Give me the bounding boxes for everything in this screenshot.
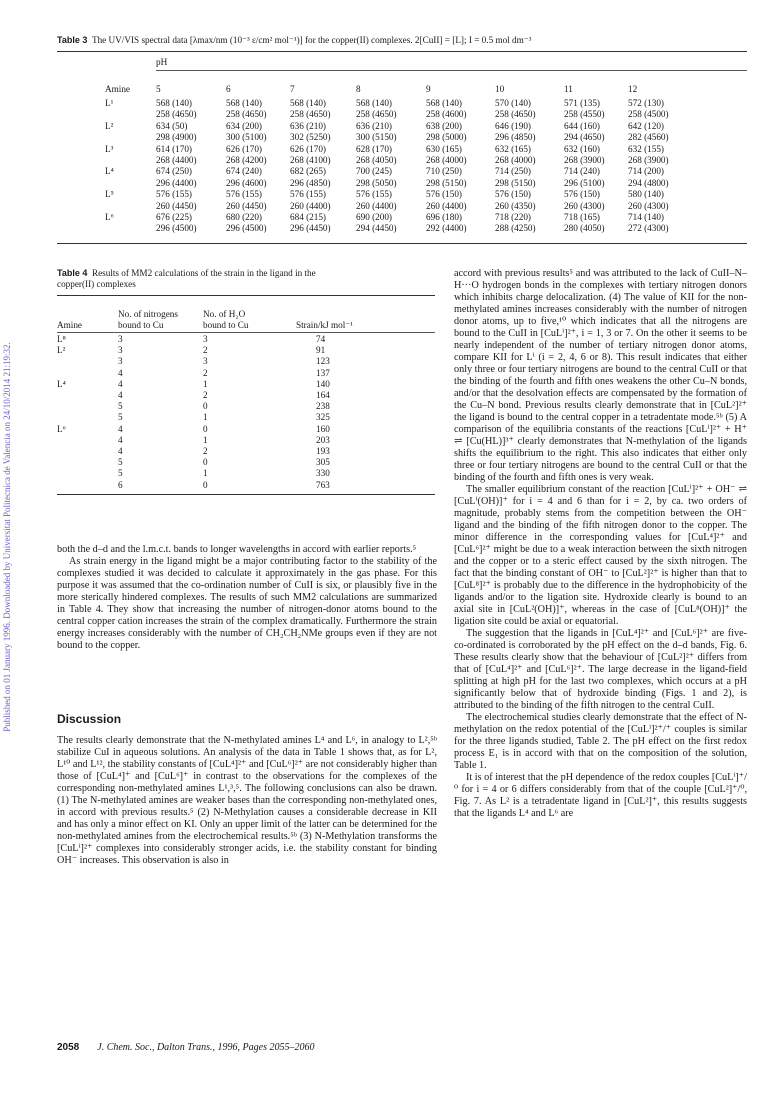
table3-cell: 268 (4050) bbox=[356, 154, 397, 165]
table4-w-cell: 2 bbox=[203, 446, 208, 456]
table4-label: Table 4 bbox=[57, 268, 88, 278]
table3-cell: 576 (150) bbox=[426, 189, 462, 200]
table3-cell: 260 (4300) bbox=[564, 200, 605, 211]
table3-amine-cell: L³ bbox=[105, 143, 114, 154]
page-number: 2058 bbox=[57, 1042, 80, 1053]
table3-cell: 718 (165) bbox=[564, 212, 600, 222]
table3-cell: 298 (4900) bbox=[156, 132, 197, 143]
discussion-heading: Discussion bbox=[57, 712, 122, 726]
table4-h-strain: Strain/kJ mol⁻¹ bbox=[296, 320, 353, 330]
table3-cell: 571 (135) bbox=[564, 98, 600, 108]
table3-cell: 298 (5050) bbox=[356, 177, 397, 188]
table4-w-cell: 2 bbox=[203, 345, 208, 356]
table3-cell: 300 (5100) bbox=[226, 132, 267, 143]
table3-cell: 268 (4400) bbox=[156, 154, 197, 165]
table3-cell: 298 (5000) bbox=[426, 132, 467, 143]
table3-cell: 638 (200) bbox=[426, 120, 462, 131]
table3-amine-cell: L⁵ bbox=[105, 189, 114, 200]
table3-h-ph: 10 bbox=[495, 84, 505, 94]
table3-amine-cell: L² bbox=[105, 120, 114, 131]
table3-cell: 614 (170) bbox=[156, 143, 192, 154]
table4-amine-cell: L² bbox=[57, 345, 66, 356]
table3-amine-cell: L¹ bbox=[105, 98, 114, 108]
table3-cell: 710 (250) bbox=[426, 166, 462, 177]
table3-cell: 690 (200) bbox=[356, 212, 392, 222]
table4-w-cell: 3 bbox=[203, 334, 208, 344]
table3-cell: 576 (155) bbox=[226, 189, 262, 200]
right-paragraph-5: It is of interest that the pH dependence of the redox couples [CuLⁱ]⁺/⁰ for i = 4 or 6 differs considerably from that of the couple [CuL²]⁺/⁰, Fig. 7. As L² is a tetradentate ligand in [CuL²]⁺, this results suggests that the ligands L⁴ and L⁶ are bbox=[454, 772, 747, 819]
table3-cell: 280 (4050) bbox=[564, 223, 605, 234]
table4-caption-line1: Results of MM2 calculations of the strain in the ligand in the bbox=[91, 268, 316, 278]
table3-cell: 576 (155) bbox=[356, 189, 392, 200]
table3-cell: 682 (265) bbox=[290, 166, 326, 177]
table4-strain-cell: 203 bbox=[316, 434, 330, 445]
table3-h-ph: 11 bbox=[564, 84, 573, 94]
table3-cell: 258 (4500) bbox=[628, 109, 669, 120]
table4-caption bbox=[57, 268, 435, 291]
table3-cell: 292 (4400) bbox=[426, 223, 467, 234]
table3-h-ph: 9 bbox=[426, 84, 431, 94]
table3-cell: 296 (4400) bbox=[156, 177, 197, 188]
table3-cell: 576 (155) bbox=[290, 189, 326, 200]
table4-caption-line2: copper(II) complexes bbox=[57, 279, 136, 290]
table3-cell: 268 (4000) bbox=[426, 154, 467, 165]
table3-cell: 576 (150) bbox=[564, 189, 600, 200]
table3-cell: 568 (140) bbox=[290, 98, 326, 108]
table4-amine-cell: L⁸ bbox=[57, 334, 66, 344]
table3-cell: 268 (4100) bbox=[290, 154, 331, 165]
table3-cell: 568 (140) bbox=[426, 98, 462, 108]
table3-cell: 298 (5150) bbox=[426, 177, 467, 188]
table3-top-rule bbox=[57, 51, 747, 52]
table3-h-ph: 12 bbox=[628, 84, 638, 94]
table3-cell: 282 (4560) bbox=[628, 132, 669, 143]
table4-w-cell: 1 bbox=[203, 412, 208, 423]
table3-cell: 642 (120) bbox=[628, 120, 664, 131]
table3-cell: 568 (140) bbox=[356, 98, 392, 108]
table4-w-cell: 0 bbox=[203, 457, 208, 468]
table3-cell: 296 (4450) bbox=[290, 223, 331, 234]
table4-bottom-rule bbox=[57, 494, 435, 495]
table3-cell: 634 (50) bbox=[156, 120, 188, 131]
table3-cell: 714 (250) bbox=[495, 166, 531, 177]
table4-strain-cell: 160 bbox=[316, 423, 330, 434]
table4-w-cell: 3 bbox=[203, 356, 208, 367]
page-footer bbox=[57, 1042, 314, 1053]
table3-amine-cell: L⁴ bbox=[105, 166, 114, 177]
table3-cell: 580 (140) bbox=[628, 189, 664, 200]
table3-cell: 684 (215) bbox=[290, 212, 326, 222]
table3-cell: 568 (140) bbox=[226, 98, 262, 108]
table3-cell: 714 (240) bbox=[564, 166, 600, 177]
table3-cell: 674 (240) bbox=[226, 166, 262, 177]
table4-n-cell: 4 bbox=[118, 446, 123, 456]
table3-amine-cell: L⁶ bbox=[105, 212, 114, 222]
table3-cell: 258 (4650) bbox=[226, 109, 267, 120]
table3-bottom-rule bbox=[57, 243, 747, 244]
table3-cell: 258 (4650) bbox=[290, 109, 331, 120]
table3-cell: 626 (170) bbox=[290, 143, 326, 154]
table3-cell: 300 (5150) bbox=[356, 132, 397, 143]
table3-cell: 628 (170) bbox=[356, 143, 392, 154]
table4-n-cell: 4 bbox=[118, 367, 123, 378]
table3-h-amine: Amine bbox=[105, 84, 131, 94]
table3-cell: 576 (150) bbox=[495, 189, 531, 200]
table3-label: Table 3 bbox=[57, 35, 88, 45]
left-column-lower bbox=[57, 735, 437, 867]
table4-w-cell: 2 bbox=[203, 367, 208, 378]
table4-w-cell: 1 bbox=[203, 434, 208, 445]
table3-cell: 260 (4450) bbox=[226, 200, 267, 211]
table3-cell: 260 (4450) bbox=[156, 200, 197, 211]
table4-strain-cell: 74 bbox=[316, 334, 326, 344]
table3-caption bbox=[57, 35, 747, 46]
table3-cell: 674 (250) bbox=[156, 166, 192, 177]
table4-strain-cell: 330 bbox=[316, 468, 330, 479]
table3-cell: 296 (4850) bbox=[290, 177, 331, 188]
table3-cell: 626 (170) bbox=[226, 143, 262, 154]
table3-cell: 260 (4400) bbox=[356, 200, 397, 211]
table4-n-cell: 3 bbox=[118, 356, 123, 367]
right-paragraph-4: The electrochemical studies clearly demonstrate that the effect of N-methylation on the redox potential of the [CuLⁱ]²⁺/⁺ couples is similar for the three ligands studied, Table 2. The pH effect on the first redox process E₁ is in accord with that on the composition of the solution, Table 1. bbox=[454, 712, 747, 771]
table4-header-rule bbox=[57, 332, 435, 333]
table4-amine-cell: L⁶ bbox=[57, 423, 66, 434]
table3-cell: 700 (245) bbox=[356, 166, 392, 177]
table3-cell: 576 (155) bbox=[156, 189, 192, 200]
table3-cell: 676 (225) bbox=[156, 212, 192, 222]
table4-w-cell: 0 bbox=[203, 423, 208, 434]
table3-cell: 294 (4800) bbox=[628, 177, 669, 188]
table3-cell: 272 (4300) bbox=[628, 223, 669, 234]
table3-cell: 632 (155) bbox=[628, 143, 664, 154]
table3-cell: 294 (4450) bbox=[356, 223, 397, 234]
table3-cell: 718 (220) bbox=[495, 212, 531, 222]
table4-strain-cell: 193 bbox=[316, 446, 330, 456]
table4-strain-cell: 763 bbox=[316, 479, 330, 490]
table4-w-cell: 1 bbox=[203, 468, 208, 479]
table3-cell: 636 (210) bbox=[356, 120, 392, 131]
table4-w-cell: 0 bbox=[203, 479, 208, 490]
table3-cell: 636 (210) bbox=[290, 120, 326, 131]
table4-strain-cell: 305 bbox=[316, 457, 330, 468]
table3-cell: 302 (5250) bbox=[290, 132, 331, 143]
table3-h-ph: 7 bbox=[290, 84, 295, 94]
table4-w-cell: 2 bbox=[203, 390, 208, 400]
table4-strain-cell: 164 bbox=[316, 390, 330, 400]
journal-citation: J. Chem. Soc., Dalton Trans., 1996, Pages 2055–2060 bbox=[97, 1042, 315, 1053]
table4-strain-cell: 325 bbox=[316, 412, 330, 423]
table4-w-cell: 1 bbox=[203, 378, 208, 389]
table4-n-cell: 5 bbox=[118, 468, 123, 479]
table3-cell: 568 (140) bbox=[156, 98, 192, 108]
table3-cell: 296 (4500) bbox=[226, 223, 267, 234]
right-paragraph-2: The smaller equilibrium constant of the reaction [CuLⁱ]²⁺ + OH⁻ ⇌ [CuLⁱ(OH)]⁺ for i = 4 and 6 than for i = 2, by ca. two orders of magnitude, probably stems from the competition between the OH⁻ ligand and the binding of the fifth nitrogen donor to the copper. The minor difference in the corresponding values for [CuL⁴]²⁺ and [CuL⁶]²⁺ might be due to a weak interaction between the sixth nitrogen and the copper or to a steric effect caused by the sixth nitrogen. The fact that the binding constant of OH⁻ to [CuL²]²⁺ is higher than that to [CuL⁸]²⁺ is probably due to the difference in the hydrophobicity of the ligands and/or to the ligation site. Hydroxide clearly is bound to an axial site in [CuL²(OH)]⁺, whereas in the case of [CuL⁸(OH)]⁺ the ligation site could be axial or equatorial. bbox=[454, 484, 747, 627]
table4-h-nitrogen-bottom: bound to Cu bbox=[118, 320, 164, 330]
table4-n-cell: 5 bbox=[118, 412, 123, 423]
table4-strain-cell: 238 bbox=[316, 401, 330, 412]
table3-cell: 260 (4350) bbox=[495, 200, 536, 211]
table3-cell: 260 (4300) bbox=[628, 200, 669, 211]
table4-h-nitrogen-top: No. of nitrogens bbox=[118, 309, 178, 319]
table4-n-cell: 4 bbox=[118, 434, 123, 445]
table4-n-cell: 3 bbox=[118, 334, 123, 344]
table4-strain-cell: 123 bbox=[316, 356, 330, 367]
right-paragraph-3: The suggestion that the ligands in [CuL⁴]²⁺ and [CuL⁶]²⁺ are five-co-ordinated is corroborated by the pH effect on the d–d bands, Fig. 6. These results clearly show that the behaviour of [CuL²]²⁺ differs from that of [CuL⁴]²⁺ and [CuL⁶]²⁺. The large decrease in the ligand-field splitting at high pH for the last two complexes, which occurs at a pH significantly below that of hydroxide binding (Figs. 1 and 2), is attributed to the binding of the fifth nitrogen to the central CuII. bbox=[454, 628, 747, 711]
table3-cell: 268 (4200) bbox=[226, 154, 267, 165]
table3-cell: 646 (190) bbox=[495, 120, 531, 131]
table4-h-water-bottom: bound to Cu bbox=[203, 320, 249, 330]
right-paragraph-1: accord with previous results⁵ and was attributed to the lack of CuII–N–H···O hydrogen bonds in the complexes with tertiary nitrogen donors which inhibits charge delocalization. (4) The value of KII for the non-methylated amines increases considerably with the number of nitrogen donor atoms, up to five,¹⁰ which indicates that all the nitrogens are bound to the CuII in [CuLⁱ]²⁺, i = 1, 3 or 7. On the other it seems to be nearly independent of the number of tertiary nitrogen donor atoms, compare KII for Lⁱ (i = 2, 4, 6 or 8). This result indicates that either only three or four tertiary nitrogens are bound to the central CuII or that the binding of the fourth and fifth ones weakens the other Cu–N bonds, and/or that the desolvation effects are compensated by the formation of the Cu–N bond. Previous results clearly demonstrate that in [CuL²]²⁺ the ligand is bound to the central copper in a tetradentate mode.⁵ᵇ (5) A comparison of the equilibria constants of the reactions [CuLⁱ]²⁺ + H⁺ ⇌ [Cu(HL)]³⁺ clearly demonstrates that N-methylation of the ligands shifts the equilibrium to the right. This also indicates that either only three or four tertiary nitrogens are bound to the central CuII or that the binding of the fourth and fifth ones is very weak. bbox=[454, 268, 747, 483]
table3-cell: 696 (180) bbox=[426, 212, 462, 222]
table3-cell: 644 (160) bbox=[564, 120, 600, 131]
download-notice: Published on 01 January 1996. Downloaded by Universitat Politecnica de Valencia on 24/10/2014 21:19:32. bbox=[2, 342, 12, 732]
table3-cell: 298 (5150) bbox=[495, 177, 536, 188]
table3-cell: 260 (4400) bbox=[290, 200, 331, 211]
table3-h-ph: 5 bbox=[156, 84, 161, 94]
table3-cell: 632 (165) bbox=[495, 143, 531, 154]
table4-strain-cell: 140 bbox=[316, 378, 330, 389]
table4-n-cell: 4 bbox=[118, 378, 123, 389]
table3-cell: 680 (220) bbox=[226, 212, 262, 222]
table3-h-ph: 6 bbox=[226, 84, 231, 94]
table3-cell: 570 (140) bbox=[495, 98, 531, 108]
table4-n-cell: 4 bbox=[118, 423, 123, 434]
table3-cell: 296 (4500) bbox=[156, 223, 197, 234]
table3-cell: 296 (4850) bbox=[495, 132, 536, 143]
table3-cell: 268 (3900) bbox=[628, 154, 669, 165]
right-column bbox=[454, 268, 747, 820]
table3-cell: 268 (4000) bbox=[495, 154, 536, 165]
table3-caption-text: The UV/VIS spectral data [λmax/nm (10⁻³ ε/cm² mol⁻¹)] for the copper(II) complexes. 2[CuII] = [L]; I = 0.5 mol dm⁻³ bbox=[91, 35, 532, 45]
table3-cell: 258 (4650) bbox=[156, 109, 197, 120]
table4-strain-cell: 91 bbox=[316, 345, 326, 356]
table4-n-cell: 5 bbox=[118, 457, 123, 468]
table4-strain-cell: 137 bbox=[316, 367, 330, 378]
left-column-upper bbox=[57, 544, 437, 652]
table4-h-water-top: No. of H₂O bbox=[203, 309, 246, 319]
table4-n-cell: 3 bbox=[118, 345, 123, 356]
table3-cell: 288 (4250) bbox=[495, 223, 536, 234]
table3-cell: 296 (5100) bbox=[564, 177, 605, 188]
table3-cell: 714 (140) bbox=[628, 212, 664, 222]
table3-cell: 714 (200) bbox=[628, 166, 664, 177]
table3-cell: 268 (3900) bbox=[564, 154, 605, 165]
table3-h-ph: 8 bbox=[356, 84, 361, 94]
table4-amine-cell: L⁴ bbox=[57, 378, 66, 389]
left-paragraph-3: The results clearly demonstrate that the N-methylated amines L⁴ and L⁶, in analogy to L²,⁵ᵇ stabilize CuI in aqueous solutions. An analysis of the data in Table 1 shows that, as for L², L¹⁰ and L¹², the stability constants of [CuL⁴]²⁺ and [CuL⁶]²⁺ are not considerably higher than those of [CuL⁴]⁺ and [CuL⁶]⁺ in contrast to the observations for the complexes of the corresponding non-methylated amines L¹,³,⁵. The following conclusions can also be drawn. (1) The N-methylated amines are weaker bases than the corresponding non-methylated ones, in accord with previous results.⁵ (2) N-Methylation causes a considerable decrease in KII and has only a minor effect on KI. Only an upper limit of the latter can be determined for the non-methylated amines from the electrochemical results.⁵ᵇ (3) N-Methylation transforms the [CuLⁱ]²⁺ complexes into considerably stronger acids, i.e. the stability constant for binding OH⁻ increases. This observation is also in bbox=[57, 735, 437, 866]
table3-cell: 258 (4650) bbox=[495, 109, 536, 120]
table3-cell: 258 (4550) bbox=[564, 109, 605, 120]
table3-cell: 630 (165) bbox=[426, 143, 462, 154]
left-paragraph-2: As strain energy in the ligand might be a major contributing factor to the stability of the complexes studied it was decided to calculate it approximately in the gas phase. For this purpose it was assumed that the co-ordination number of CuII is six, or plausibly five in the more sterically hindered complexes. The results of such MM2 calculations are summarized in Table 4. They show that increasing the number of nitrogen-donor atoms bound to the central copper cation increases the strain of the complex dramatically. Furthermore the strain energy increases considerably with the number of CH₂CH₂NMe groups even if they are not bound to the copper. bbox=[57, 556, 437, 651]
table3-cell: 258 (4650) bbox=[356, 109, 397, 120]
table4-n-cell: 5 bbox=[118, 401, 123, 412]
table3-cell: 260 (4400) bbox=[426, 200, 467, 211]
table4-top-rule bbox=[57, 295, 435, 296]
table4-h-amine: Amine bbox=[57, 320, 83, 330]
table3-cell: 632 (160) bbox=[564, 143, 600, 154]
table4-n-cell: 4 bbox=[118, 390, 123, 400]
table3-cell: 634 (200) bbox=[226, 120, 262, 131]
table4-w-cell: 0 bbox=[203, 401, 208, 412]
table4-n-cell: 6 bbox=[118, 479, 123, 490]
left-paragraph-1: both the d–d and the l.m.c.t. bands to longer wavelengths in accord with earlier reports.⁵ bbox=[57, 544, 417, 555]
table3-cell: 572 (130) bbox=[628, 98, 664, 108]
table3-cell: 296 (4600) bbox=[226, 177, 267, 188]
table3-ph-label: pH bbox=[156, 57, 168, 67]
table3-cell: 294 (4650) bbox=[564, 132, 605, 143]
table3-ph-rule bbox=[156, 70, 747, 71]
table3-cell: 258 (4600) bbox=[426, 109, 467, 120]
